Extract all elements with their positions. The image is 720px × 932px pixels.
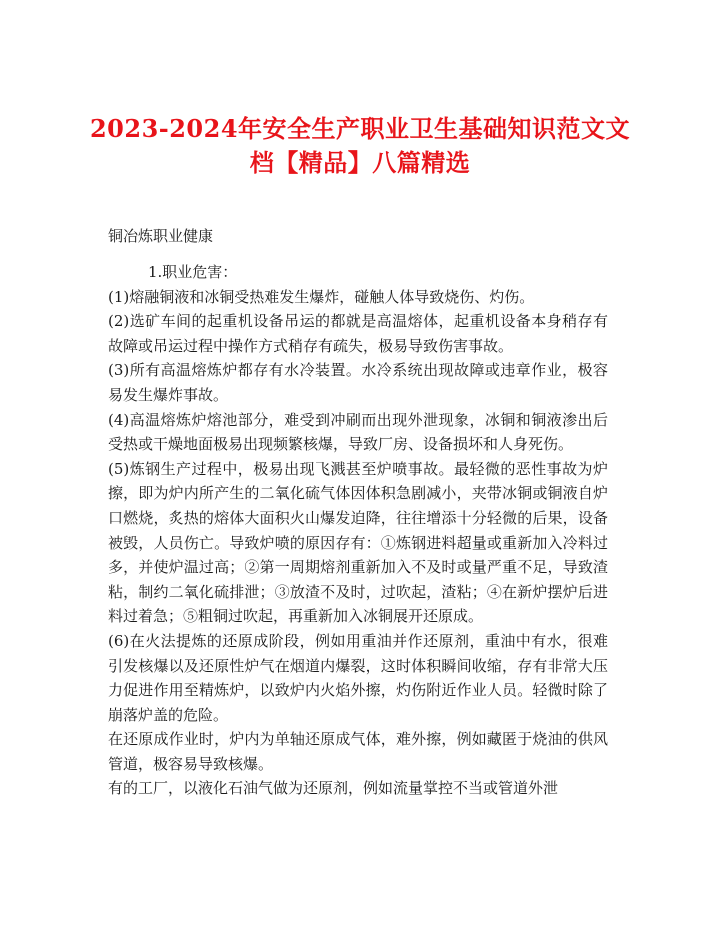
paragraph-1: (1)熔融铜液和冰铜受热难发生爆炸，碰触人体导致烧伤、灼伤。 (108, 287, 535, 306)
subheading: 1.职业危害： (148, 263, 238, 281)
paragraph-8: 有的工厂，以液化石油气做为还原剂，例如流量掌控不当或管道外泄 (108, 779, 559, 798)
paragraph-2: (2)选矿车间的起重机设备吊运的都就是高温熔体，起重机设备本身稍存有故障或吊运过程中操作方式稍存有疏失，极易导致伤害事故。 (108, 312, 608, 355)
section-heading: 铜冶炼职业健康 (108, 227, 214, 245)
title-line-1: 2023-2024年安全生产职业卫生基础知识范文文 (89, 114, 631, 143)
paragraph-3: (3)所有高温熔炼炉都存有水冷装置。水冷系统出现故障或违章作业，极容易发生爆炸事故。 (108, 361, 608, 404)
body-text (108, 260, 608, 801)
document-title (60, 112, 660, 180)
paragraph-6: (6)在火法提炼的还原成阶段，例如用重油并作还原剂，重油中有水，很难引发核爆以及还原性炉气在烟道内爆裂，这时体积瞬间收缩，存有非常大压力促进作用至精炼炉，以致炉内火焰外擦，灼伤附近作业人员。轻微时除了崩落炉盖的危险。 (108, 631, 608, 724)
title-line-2: 档【精品】八篇精选 (249, 148, 471, 177)
paragraph-7: 在还原成作业时，炉内为单轴还原成气体，难外擦，例如藏匿于烧油的供风管道，极容易导致核爆。 (108, 730, 608, 773)
paragraph-4: (4)高温熔炼炉熔池部分，难受到冲刷而出现外泄现象，冰铜和铜液渗出后受热或干燥地面极易出现频繁核爆，导致厂房、设备损坏和人身死伤。 (108, 410, 608, 454)
paragraph-5: (5)炼钢生产过程中，极易出现飞溅甚至炉喷事故。最轻微的恶性事故为炉擦，即为炉内所产生的二氧化硫气体因体积急剧减小，夹带冰铜或铜液自炉口燃烧，炙热的熔体大面积火山爆发迫降，往往增添十分轻微的后果，设备被毁，人员伤亡。导致炉喷的原因存有：①炼钢进料超量或重新加入冷料过多，并使炉温过高；②第一周期熔剂重新加入不及时或量严重不足，导致渣粘，制约二氧化硫排泄；③放渣不及时，过吹起，渣粘；④在新炉摆炉后进料过着急；⑤粗铜过吹起，再重新加入冰铜展开还原成。 (108, 459, 608, 626)
